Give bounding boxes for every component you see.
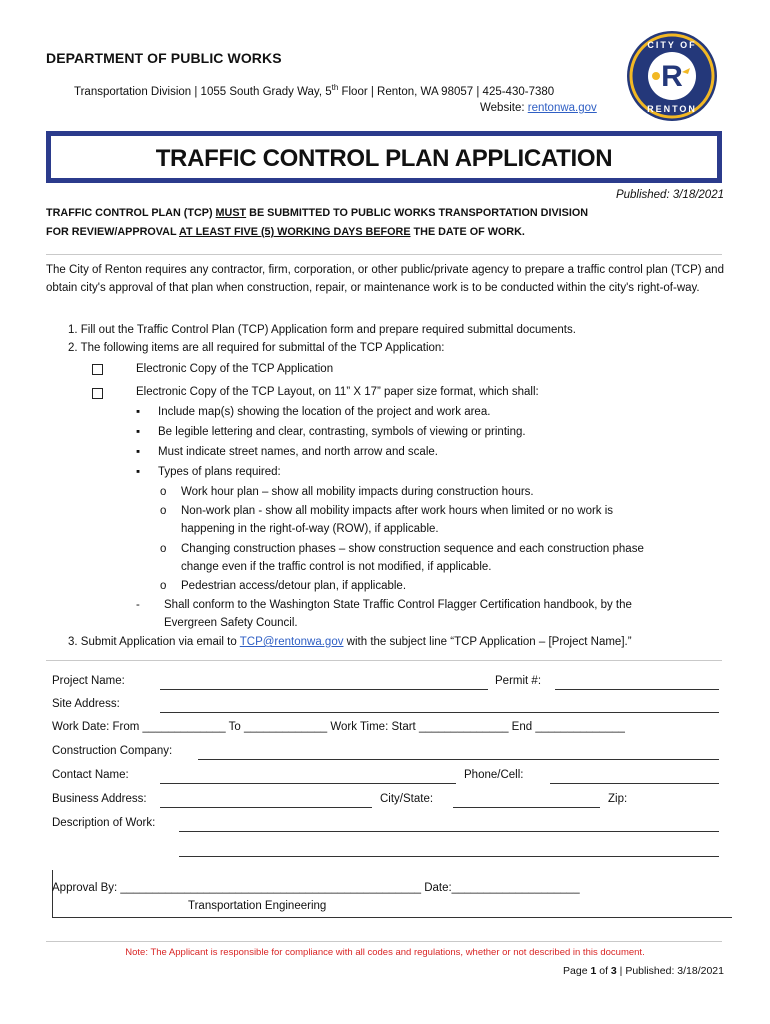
circle-bullet-icon: o xyxy=(160,543,167,555)
bullet-icon: ▪ xyxy=(136,406,141,418)
plan-type-4: Pedestrian access/detour plan, if applicable. xyxy=(181,580,407,592)
project-name-label: Project Name: xyxy=(52,675,125,687)
construction-company-field[interactable] xyxy=(198,759,719,760)
description-field-2[interactable] xyxy=(179,856,719,857)
plan-type-2a: Non-work plan - show all mobility impacts after work hours when limited or no work is xyxy=(181,505,614,517)
site-address-label: Site Address: xyxy=(52,698,120,710)
published-date: Published: 3/18/2021 xyxy=(615,189,724,201)
permit-field[interactable] xyxy=(555,689,719,690)
dash-item-b: Evergreen Safety Council. xyxy=(164,617,298,629)
divider xyxy=(46,941,722,942)
description-label: Description of Work: xyxy=(52,817,156,829)
intro-paragraph: The City of Renton requires any contractor, firm, corporation, or other public/private agency to prepare a traffic control plan (TCP) and obtain city's approval of that plan when construction, repair, or maintenance work is to be conducted within the city's right-of-way. xyxy=(46,264,724,294)
permit-label: Permit #: xyxy=(495,675,542,687)
project-name-field[interactable] xyxy=(160,689,488,690)
bullet-icon: ▪ xyxy=(136,426,141,438)
circle-bullet-icon: o xyxy=(160,505,167,517)
title-banner xyxy=(46,131,722,183)
step-1: 1. Fill out the Traffic Control Plan (TCP) Application form and prepare required submittal documents. xyxy=(68,324,576,336)
department-title: DEPARTMENT OF PUBLIC WORKS xyxy=(46,50,282,66)
division-address: Transportation Division | 1055 South Grady Way, 5th Floor | Renton, WA 98057 | 425-430-7380 xyxy=(74,83,555,98)
plan-type-3a: Changing construction phases – show construction sequence and each construction phase xyxy=(181,543,644,555)
checkbox-tcp-application[interactable] xyxy=(92,362,103,380)
checkbox-label-2: Electronic Copy of the TCP Layout, on 11” X 17” paper size format, which shall: xyxy=(136,386,539,398)
work-date-time-line[interactable]: Work Date: From _____________ To _____________ Work Time: Start ______________ End ______________ xyxy=(52,721,625,733)
divider xyxy=(46,660,722,661)
plan-type-1: Work hour plan – show all mobility impacts during construction hours. xyxy=(181,486,534,498)
circle-bullet-icon: o xyxy=(160,580,167,592)
bullet-3: Must indicate street names, and north arrow and scale. xyxy=(158,446,438,458)
circle-bullet-icon: o xyxy=(160,486,167,498)
notice-line-2: FOR REVIEW/APPROVAL AT LEAST FIVE (5) WORKING DAYS BEFORE THE DATE OF WORK. xyxy=(46,226,525,238)
zip-label: Zip: xyxy=(608,793,628,805)
contact-name-field[interactable] xyxy=(160,783,456,784)
bullet-4: Types of plans required: xyxy=(158,466,281,478)
step-2: 2. The following items are all required for submittal of the TCP Application: xyxy=(68,342,445,354)
approval-line[interactable]: Approval By: _______________________________________________ Date:____________________ xyxy=(52,882,580,894)
city-logo xyxy=(626,30,718,122)
notice-line-1: TRAFFIC CONTROL PLAN (TCP) MUST BE SUBMITTED TO PUBLIC WORKS TRANSPORTATION DIVISION xyxy=(46,207,589,219)
checkbox-label-1: Electronic Copy of the TCP Application xyxy=(136,363,334,375)
page-footer: Page 1 of 3 | Published: 3/18/2021 xyxy=(563,965,724,977)
svg-text:RENTON: RENTON xyxy=(647,104,697,114)
checkbox-tcp-layout[interactable] xyxy=(92,386,103,404)
dash-item-a: Shall conform to the Washington State Traffic Control Flagger Certification handbook, by the xyxy=(164,599,632,611)
divider xyxy=(46,254,722,255)
website-link[interactable]: rentonwa.gov xyxy=(527,102,597,114)
email-link[interactable]: TCP@rentonwa.gov xyxy=(239,636,344,648)
plan-type-2b: happening in the right-of-way (ROW), if applicable. xyxy=(181,523,439,535)
plan-type-3b: change even if the traffic control is not modified, if applicable. xyxy=(181,561,492,573)
svg-text:R: R xyxy=(661,60,683,93)
site-address-field[interactable] xyxy=(160,712,719,713)
bullet-icon: ▪ xyxy=(136,466,141,478)
phone-label: Phone/Cell: xyxy=(464,769,524,781)
city-state-label: City/State: xyxy=(380,793,434,805)
compliance-note: Note: The Applicant is responsible for compliance with all codes and regulations, whether or not described in this document. xyxy=(125,947,645,958)
business-address-label: Business Address: xyxy=(52,793,147,805)
page-title: TRAFFIC CONTROL PLAN APPLICATION xyxy=(155,145,613,172)
bullet-icon: ▪ xyxy=(136,446,141,458)
contact-name-label: Contact Name: xyxy=(52,769,129,781)
website-line: Website: rentonwa.gov xyxy=(480,102,597,114)
description-field-1[interactable] xyxy=(179,831,719,832)
dash-icon: - xyxy=(136,599,140,611)
phone-field[interactable] xyxy=(550,783,719,784)
city-state-field[interactable] xyxy=(453,807,600,808)
svg-text:CITY OF: CITY OF xyxy=(647,40,697,50)
transportation-engineering-label: Transportation Engineering xyxy=(188,900,327,912)
construction-company-label: Construction Company: xyxy=(52,745,173,757)
business-address-field[interactable] xyxy=(160,807,372,808)
bullet-1: Include map(s) showing the location of the project and work area. xyxy=(158,406,491,418)
approval-box xyxy=(52,870,732,918)
bullet-2: Be legible lettering and clear, contrasting, symbols of viewing or printing. xyxy=(158,426,526,438)
step-3: 3. Submit Application via email to TCP@rentonwa.gov with the subject line “TCP Application – [Project Name].” xyxy=(68,636,632,648)
